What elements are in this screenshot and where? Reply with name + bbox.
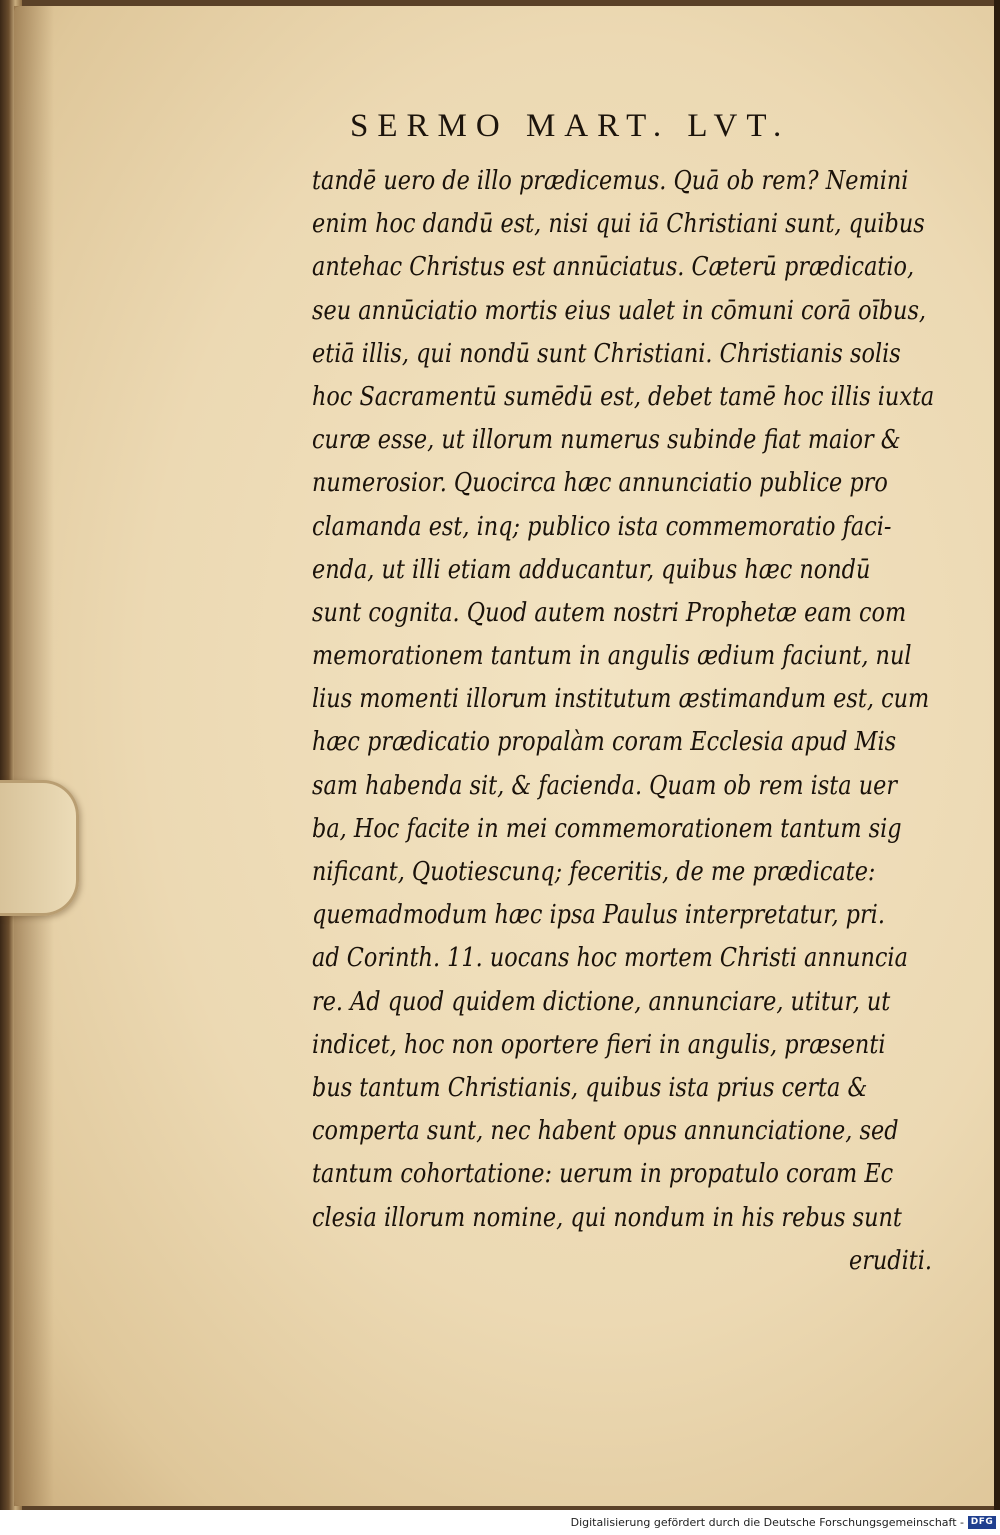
text-line: clamanda est, inq; publico ista commemoratio faci-	[312, 511, 892, 542]
text-line: seu annūciatio mortis eius ualet in cōmuni corā oībus,	[312, 295, 927, 326]
text-line: ba, Hoc facite in mei commemorationem tantum sig	[312, 813, 902, 844]
text-line: enda, ut illi etiam adducantur, quibus hæc nondū	[312, 554, 871, 585]
text-line: hoc Sacramentū sumēdū est, debet tamē hoc illis iuxta	[312, 381, 935, 412]
text-line: memorationem tantum in angulis ædium faciunt, nul	[312, 641, 912, 672]
dfg-logo[interactable]: DFG	[968, 1516, 996, 1529]
bookmark-tab	[0, 780, 79, 916]
text-line: re. Ad quod quidem dictione, annunciare, utitur, ut	[312, 986, 891, 1017]
text-line: bus tantum Christianis, quibus ista prius certa &	[312, 1072, 868, 1103]
text-line: tantum cohortatione: uerum in propatulo coram Ec	[312, 1159, 894, 1190]
running-header: SERMO MART. LVT.	[350, 108, 791, 144]
text-line: clesia illorum nomine, qui nondum in his rebus sunt	[312, 1202, 902, 1233]
text-line: sunt cognita. Quod autem nostri Prophetæ eam com	[312, 597, 907, 628]
text-line: antehac Christus est annūciatus. Cæterū prædicatio,	[312, 252, 915, 283]
body-text	[312, 160, 972, 1283]
text-line: nificant, Quotiescunq; feceritis, de me prædicate:	[312, 857, 876, 887]
footer-bar	[0, 1510, 1000, 1535]
right-page-edge	[994, 0, 1000, 1510]
text-line: quemadmodum hæc ipsa Paulus interpretatur, pri.	[312, 900, 885, 931]
text-line: enim hoc dandū est, nisi qui iā Christiani sunt, quibus	[312, 209, 925, 240]
text-line: hæc prædicatio propalàm coram Ecclesia apud Mis	[312, 727, 897, 758]
text-line: curæ esse, ut illorum numerus subinde fiat maior &	[312, 425, 901, 456]
text-line: sam habenda sit, & facienda. Quam ob rem ista uer	[312, 770, 898, 801]
funding-credit: Digitalisierung gefördert durch die Deutsche Forschungsgemeinschaft -	[570, 1516, 964, 1529]
text-line: ad Corinth. 11. uocans hoc mortem Christi annuncia	[312, 943, 908, 974]
text-line: tandē uero de illo prædicemus. Quā ob rem? Nemini	[312, 166, 909, 196]
gutter-shadow	[14, 6, 54, 1506]
catchword-line: eruditi.	[848, 1245, 932, 1276]
text-line: comperta sunt, nec habent opus annunciatione, sed	[312, 1116, 899, 1147]
text-line: numerosior. Quocirca hæc annunciatio publice pro	[312, 468, 888, 499]
text-line: etiā illis, qui nondū sunt Christiani. Christianis solis	[312, 338, 901, 369]
text-line: indicet, hoc non oportere fieri in angulis, præsenti	[312, 1029, 886, 1060]
text-line: lius momenti illorum institutum æstimandum est, cum	[312, 684, 930, 715]
